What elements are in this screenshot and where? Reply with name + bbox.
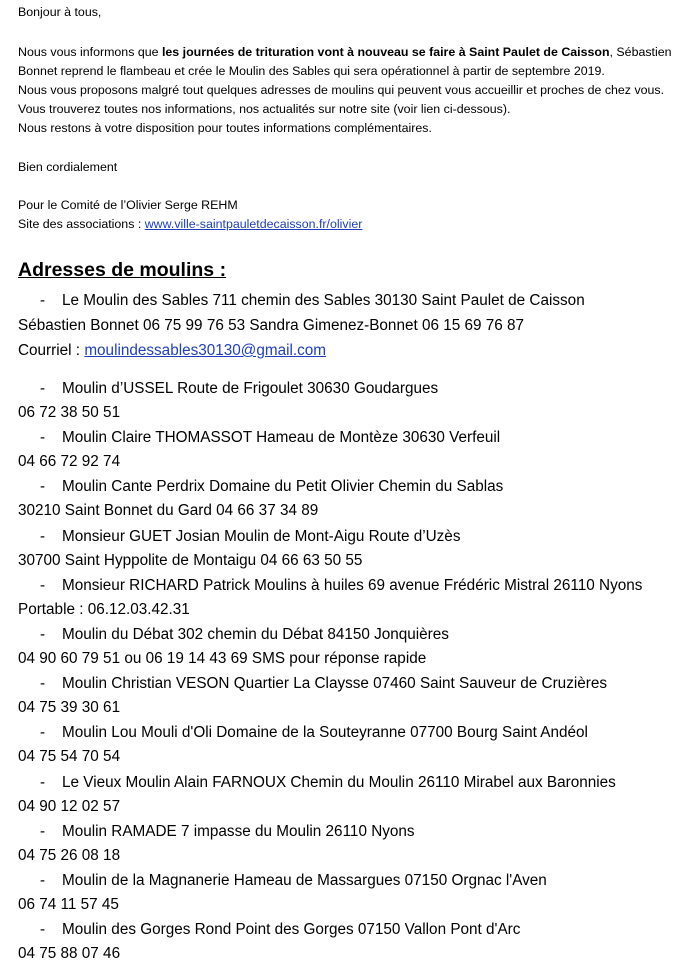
intro-paragraph-line-5: Nous restons à votre disposition pour toutes informations complémentaires. bbox=[18, 121, 432, 135]
mill-entry-line-1: - Moulin de la Magnanerie Hameau de Massargues 07150 Orgnac l'Aven bbox=[40, 872, 547, 889]
list-bullet: - bbox=[40, 872, 46, 889]
signature: Pour le Comité de l’Olivier Serge REHM bbox=[18, 198, 238, 212]
mill-entry-line-1: - Moulin des Gorges Rond Point des Gorges 07150 Vallon Pont d'Arc bbox=[40, 921, 521, 939]
mill-entry-line-2: 04 75 54 70 54 bbox=[18, 748, 121, 766]
mill-entry-line-2: 04 75 39 30 61 bbox=[18, 699, 121, 717]
mill-entry-line-1: - Moulin du Débat 302 chemin du Débat 84150 Jonquières bbox=[40, 626, 449, 643]
mill-entry-line-2: Portable : 06.12.03.42.31 bbox=[18, 600, 190, 618]
mill-entry-line-2: 06 72 38 50 51 bbox=[18, 404, 121, 421]
list-bullet: - bbox=[40, 478, 46, 496]
mill-entry-line-1: - Moulin Claire THOMASSOT Hameau de Montèze 30630 Verfeuil bbox=[40, 429, 501, 447]
mill-entry-line-1: - Le Vieux Moulin Alain FARNOUX Chemin du Moulin 26110 Mirabel aux Baronnies bbox=[40, 773, 616, 791]
intro-paragraph-line-4: Vous trouverez toutes nos informations, nos actualités sur notre site (voir lien ci-dessous). bbox=[18, 102, 511, 116]
mill-entry-line-2: 04 66 72 92 74 bbox=[18, 453, 121, 471]
list-bullet: - bbox=[40, 576, 46, 594]
featured-mill-line-1: - Le Moulin des Sables 711 chemin des Sables 30130 Saint Paulet de Caisson bbox=[40, 292, 585, 309]
list-bullet: - bbox=[40, 292, 46, 309]
site-line: Site des associations : www.ville-saintpauletdecaisson.fr/olivier bbox=[18, 217, 363, 231]
mill-entry-line-2: 06 74 11 57 45 bbox=[18, 896, 119, 913]
list-bullet: - bbox=[40, 773, 46, 791]
intro-paragraph-line-2: Bonnet reprend le flambeau et crée le Moulin des Sables qui sera opérationnel à partir de septembre 2019. bbox=[18, 64, 605, 78]
intro-highlight: les journées de trituration vont à nouveau se faire à Saint Paulet de Caisson bbox=[161, 45, 610, 59]
mill-entry-line-1: - Moulin d’USSEL Route de Frigoulet 30630 Goudargues bbox=[40, 380, 439, 397]
list-bullet: - bbox=[40, 724, 46, 742]
site-link[interactable]: www.ville-saintpauletdecaisson.fr/olivier bbox=[144, 217, 363, 231]
featured-mill-email-line: Courriel : moulindessables30130@gmail.com bbox=[18, 342, 327, 359]
mill-entry-line-2: 04 75 88 07 46 bbox=[18, 945, 121, 963]
mill-entry-line-1: - Moulin Lou Mouli d'Oli Domaine de la Souteyranne 07700 Bourg Saint Andéol bbox=[40, 724, 588, 742]
email-link[interactable]: moulindessables30130@gmail.com bbox=[84, 342, 327, 359]
mill-entry-line-1: - Moulin RAMADE 7 impasse du Moulin 26110 Nyons bbox=[40, 822, 415, 840]
mill-entry-line-1: - Moulin Cante Perdrix Domaine du Petit Olivier Chemin du Sablas bbox=[40, 478, 504, 496]
mill-entry-line-2: 30210 Saint Bonnet du Gard 04 66 37 34 89 bbox=[18, 502, 319, 520]
mill-entry-line-2: 04 90 12 02 57 bbox=[18, 797, 121, 815]
list-bullet: - bbox=[40, 822, 46, 840]
section-title: Adresses de moulins : bbox=[18, 259, 227, 281]
mill-entry-line-1: - Monsieur RICHARD Patrick Moulins à huiles 69 avenue Frédéric Mistral 26110 Nyons bbox=[40, 576, 643, 594]
list-bullet: - bbox=[40, 921, 46, 939]
mill-entry-line-1: - Monsieur GUET Josian Moulin de Mont-Aigu Route d’Uzès bbox=[40, 527, 461, 545]
list-bullet: - bbox=[40, 675, 46, 693]
greeting: Bonjour à tous, bbox=[18, 5, 102, 19]
mill-entry-line-2: 30700 Saint Hyppolite de Montaigu 04 66 63 50 55 bbox=[18, 551, 363, 569]
list-bullet: - bbox=[40, 429, 46, 447]
list-bullet: - bbox=[40, 626, 46, 643]
mill-entry-line-1: - Moulin Christian VESON Quartier La Claysse 07460 Saint Sauveur de Cruzières bbox=[40, 675, 607, 693]
list-bullet: - bbox=[40, 380, 46, 397]
list-bullet: - bbox=[40, 527, 46, 545]
mill-entry-line-2: 04 75 26 08 18 bbox=[18, 846, 121, 864]
featured-mill-contacts: Sébastien Bonnet 06 75 99 76 53 Sandra Gimenez-Bonnet 06 15 69 76 87 bbox=[18, 317, 525, 334]
mill-entry-line-2: 04 90 60 79 51 ou 06 19 14 43 69 SMS pour réponse rapide bbox=[18, 650, 427, 667]
closing: Bien cordialement bbox=[18, 160, 118, 174]
intro-paragraph-line-3: Nous vous proposons malgré tout quelques adresses de moulins qui peuvent vous accueillir et proches de chez vous. bbox=[18, 83, 665, 97]
intro-paragraph-line-1: Nous vous informons que les journées de trituration vont à nouveau se faire à Saint Paulet de Caisson, Sébastien bbox=[18, 45, 672, 59]
